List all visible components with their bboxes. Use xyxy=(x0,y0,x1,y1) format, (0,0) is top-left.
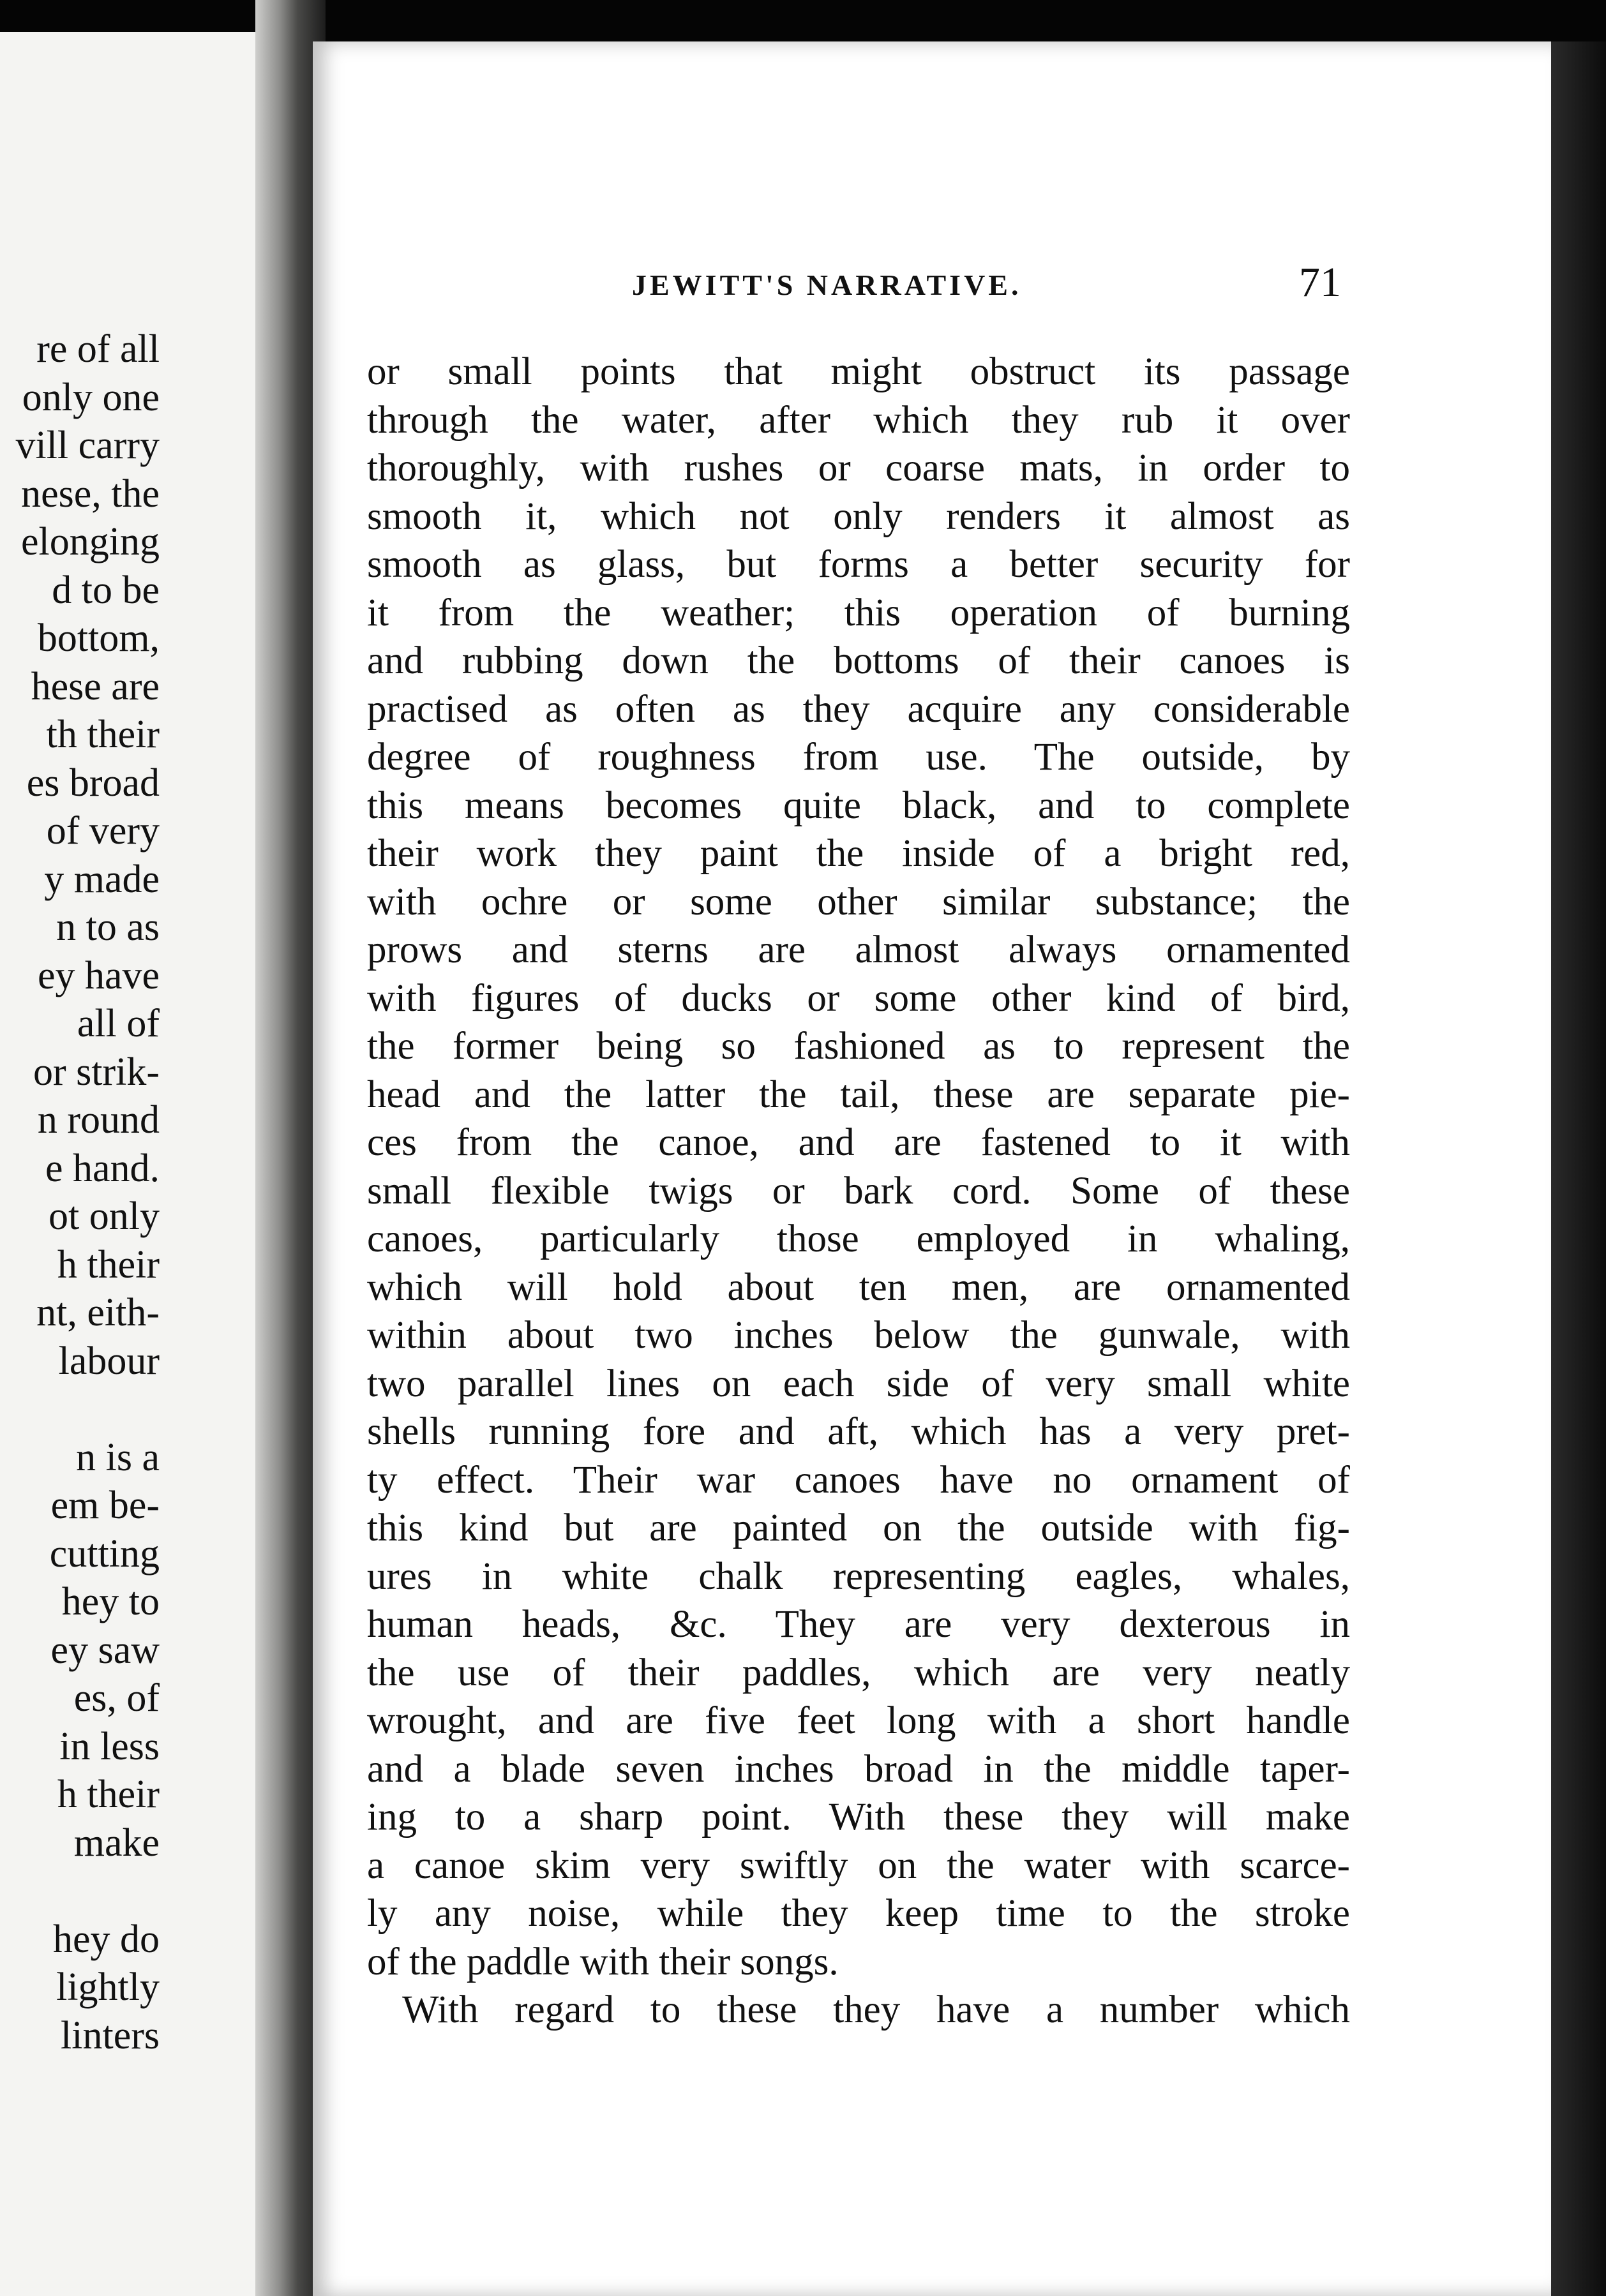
left-page-line: d to be xyxy=(52,568,160,612)
text-line: small flexible twigs or bark cord. Some of these xyxy=(367,1169,1350,1212)
text-line: this means becomes quite black, and to complete xyxy=(367,784,1350,827)
text-line: thoroughly, with rushes or coarse mats, in order to xyxy=(367,447,1350,489)
text-line: wrought, and are five feet long with a short handle xyxy=(367,1699,1350,1742)
left-page-line: n is a xyxy=(76,1435,160,1479)
left-page-line: em be- xyxy=(50,1484,160,1527)
text-line: and a blade seven inches broad in the middle taper- xyxy=(367,1747,1350,1791)
left-page xyxy=(0,32,255,2296)
text-line: two parallel lines on each side of very small white xyxy=(367,1362,1350,1405)
left-page-line: th their xyxy=(46,713,160,756)
left-page-line: ey have xyxy=(37,953,160,997)
left-page-line: or strik- xyxy=(33,1050,160,1094)
left-page-line: e hand. xyxy=(45,1146,160,1190)
left-page-line: of very xyxy=(46,809,160,853)
text-line: through the water, after which they rub it over xyxy=(367,398,1350,442)
left-page-line: es, of xyxy=(73,1676,160,1720)
page-number: 71 xyxy=(1299,259,1341,306)
text-line: canoes, particularly those employed in whaling, xyxy=(367,1218,1350,1260)
left-page-line: y made xyxy=(44,857,160,901)
left-page-line: ey saw xyxy=(50,1628,160,1672)
left-page-line: h their xyxy=(57,1773,160,1816)
left-page-line xyxy=(0,1385,160,1434)
left-page-line: nt, eith- xyxy=(36,1291,160,1334)
left-page-line: hey do xyxy=(52,1917,160,1961)
text-line: head and the latter the tail, these are separate pie- xyxy=(367,1073,1350,1116)
text-line: of the paddle with their songs. xyxy=(367,1940,839,1983)
text-line: which will hold about ten men, are ornamented xyxy=(367,1265,1350,1309)
left-page-line: re of all xyxy=(36,327,160,371)
left-page-line: in less xyxy=(59,1724,160,1768)
body-text xyxy=(367,348,1350,2034)
text-line: ing to a sharp point. With these they will make xyxy=(367,1796,1350,1838)
left-page-line: labour xyxy=(58,1339,160,1383)
text-line: practised as often as they acquire any considerable xyxy=(367,687,1350,731)
left-page-line: make xyxy=(73,1821,160,1865)
left-page-line: linters xyxy=(61,2013,160,2057)
left-page-line: ot only xyxy=(49,1195,160,1238)
text-line: the use of their paddles, which are very neatly xyxy=(367,1651,1350,1694)
left-page-line: vill carry xyxy=(15,424,160,467)
running-head: JEWITT'S NARRATIVE. xyxy=(632,269,1022,301)
text-line: ty effect. Their war canoes have no ornament of xyxy=(367,1458,1350,1502)
text-line: ly any noise, while they keep time to the stroke xyxy=(367,1892,1350,1935)
left-page-line: nese, the xyxy=(21,472,160,516)
text-line: smooth it, which not only renders it almost as xyxy=(367,495,1350,538)
paragraph-start-line: With regard to these they have a number which xyxy=(402,1988,1350,2031)
left-page-line: h their xyxy=(57,1242,160,1286)
left-page-text xyxy=(0,325,160,2060)
text-line: within about two inches below the gunwale, with xyxy=(367,1314,1350,1357)
text-line: and rubbing down the bottoms of their canoes is xyxy=(367,639,1350,682)
text-line: or small points that might obstruct its passage xyxy=(367,350,1350,393)
text-line: ures in white chalk representing eagles, whales, xyxy=(367,1554,1350,1598)
left-page-line: hese are xyxy=(31,664,160,708)
text-line: a canoe skim very swiftly on the water with scarce- xyxy=(367,1844,1350,1887)
left-page-line: bottom, xyxy=(37,616,160,660)
left-page-line: only one xyxy=(22,375,160,419)
left-page-line: n round xyxy=(37,1098,160,1142)
text-line: shells running fore and aft, which has a very pret- xyxy=(367,1410,1350,1453)
left-page-line: elonging xyxy=(21,520,160,563)
text-line: this kind but are painted on the outside with fig- xyxy=(367,1507,1350,1549)
text-line: with figures of ducks or some other kind of bird, xyxy=(367,976,1350,1020)
text-line: human heads, &c. They are very dexterous in xyxy=(367,1603,1350,1646)
page-edge xyxy=(1551,41,1606,2296)
left-page-line: lightly xyxy=(56,1965,160,2009)
left-page-line: n to as xyxy=(56,906,160,949)
left-page-line xyxy=(0,1867,160,1916)
left-page-line: hey to xyxy=(61,1580,160,1623)
text-line: degree of roughness from use. The outside, by xyxy=(367,736,1350,779)
text-line: with ochre or some other similar substance; the xyxy=(367,880,1350,923)
left-page-line: es broad xyxy=(26,761,160,805)
text-line: it from the weather; this operation of burning xyxy=(367,591,1350,634)
left-page-line: cutting xyxy=(49,1532,160,1576)
text-line: their work they paint the inside of a bright red, xyxy=(367,832,1350,875)
text-line: ces from the canoe, and are fastened to it with xyxy=(367,1121,1350,1164)
left-page-line: all of xyxy=(77,1002,160,1045)
text-line: prows and sterns are almost always ornamented xyxy=(367,928,1350,971)
text-line: smooth as glass, but forms a better security for xyxy=(367,543,1350,586)
text-line: the former being so fashioned as to represent the xyxy=(367,1025,1350,1068)
